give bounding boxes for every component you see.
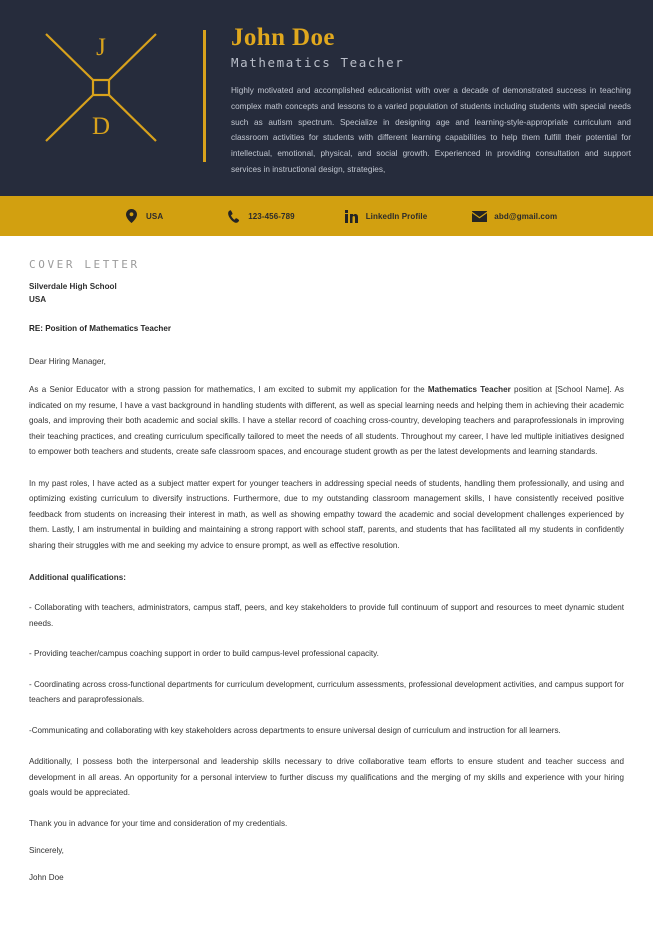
paragraph-1-text-b: position at [School Name]. As indicated on my resume, I have a vast background in handling students with different, as well as special learning needs and helping them in achieving their academic goals, and improving their both academic and social skills. I have a stellar record of coaching cross-country, developing teachers and paraprofessionals in improving their teaching practices, and creating curriculum specifically tailored to meet the needs of all students. Throughout my career, I have led multiple initiatives designed to empower both teachers and students, create safe classroom spaces, and encourage student growth as per the latest developments and learning standards. xyxy=(29,385,624,457)
header-identity xyxy=(203,0,653,178)
qualification-bullet-2: - Providing teacher/campus coaching support in order to build campus-level professional capacity. xyxy=(29,649,379,659)
qualification-bullet-4: -Communicating and collaborating with key stakeholders across departments to ensure universal design of curriculum and instruction for all learners. xyxy=(29,725,561,735)
letter-body xyxy=(0,236,653,882)
logo-block xyxy=(0,0,203,196)
qualifications-heading: Additional qualifications: xyxy=(29,572,126,582)
paragraph-1-emphasis: Mathematics Teacher xyxy=(427,385,511,395)
monogram-x-logo xyxy=(42,30,160,145)
qualification-bullet-1: - Collaborating with teachers, administrators, campus staff, peers, and key stakeholders to provide full continuum of support and resources to meet dynamic student needs. xyxy=(29,603,624,628)
location-pin-icon xyxy=(124,209,139,223)
contact-phone[interactable] xyxy=(226,210,294,223)
linkedin-icon xyxy=(344,210,359,223)
contact-location[interactable] xyxy=(124,209,163,223)
recipient-organization: Silverdale High School xyxy=(29,282,117,291)
letter-signature-name: John Doe xyxy=(29,872,64,882)
contact-email-label: abd@gmail.com xyxy=(494,211,558,221)
letter-sign-off: Sincerely, xyxy=(29,845,64,855)
contact-location-label: USA xyxy=(146,211,164,221)
contact-phone-label: 123-456-789 xyxy=(248,211,295,221)
page-title: COVER LETTER xyxy=(29,258,140,271)
letter-salutation: Dear Hiring Manager, xyxy=(29,357,106,367)
applicant-job-title: Mathematics Teacher xyxy=(231,55,405,70)
contact-email[interactable] xyxy=(472,211,557,222)
header-divider-bar xyxy=(203,30,206,162)
applicant-name: John Doe xyxy=(231,24,335,51)
letter-paragraph-3: Additionally, I possess both the interpersonal and leadership skills necessary to drive collaborative team efforts to ensure student and teacher success and development in all areas. An opportunity for a personal interview to further discuss my qualifications and the merging of my skills and experience with your hiring goals would be appreciated. xyxy=(29,757,624,798)
qualification-bullet-3: - Coordinating across cross-functional departments for curriculum development, curriculum assessments, professional development activities, and campus support for teachers and paraprofessionals. xyxy=(29,679,624,705)
contact-bar xyxy=(0,196,653,236)
contact-linkedin-label: LinkedIn Profile xyxy=(365,211,428,221)
envelope-icon xyxy=(472,211,487,222)
letter-paragraph-2: In my past roles, I have acted as a subject matter expert for younger teachers in addressing special needs of students, handling them professionally, and using and optimizing existing curriculum to diversify instructions. Furthermore, due to my outstanding classroom management skills, I have consistently received positive feedback from students on increasing their interest in math, as well as showing empathy toward the academic and social development challenges experienced by them. Lastly, I am instrumental in building and maintaining a strong rapport with school staff, parents, and students that has facilitated all my students in confidently sharing their struggles with me and seeking my advice to ensure prompt, as well as effective resolution. xyxy=(29,478,624,550)
profile-summary: Highly motivated and accomplished educationist with over a decade of demonstrated success in teaching complex math concepts and lessons to a varied population of students including students with special needs such as autism spectrum. Specialize in designing age and learning-style-appropriate curriculum and classroom activities for students with different learning capabilities to help them fulfill their potential for intellectual, emotional, physical, and social growth. Experienced in providing consultation and support services in instructional design, strategies, xyxy=(231,86,631,174)
letter-subject: RE: Position of Mathematics Teacher xyxy=(29,324,171,334)
paragraph-1-text-a: As a Senior Educator with a strong passion for mathematics, I am excited to submit my application for the xyxy=(29,385,428,395)
logo-initial-bottom: D xyxy=(91,113,111,140)
letter-thanks: Thank you in advance for your time and consideration of my credentials. xyxy=(29,818,288,828)
recipient-country: USA xyxy=(29,295,47,305)
document-header xyxy=(0,0,653,196)
contact-linkedin[interactable] xyxy=(344,210,428,223)
letter-paragraph-1 xyxy=(29,382,624,460)
logo-initial-top: J xyxy=(96,34,106,61)
phone-icon xyxy=(226,210,241,223)
